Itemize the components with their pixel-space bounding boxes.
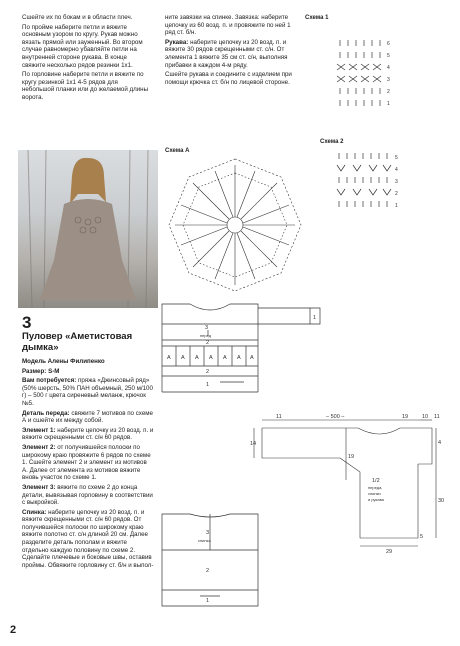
el2-text: от получившейся полоски по широкому краю провяжите 6 рядов по схеме 1. Сшейте элемент 2 и элемент из мотивов А. Далее от элемента из мотивов вяжите вновь участок по схеме 1. xyxy=(22,443,151,482)
scheme2-row-4 xyxy=(337,165,391,171)
back-label-3: 3 xyxy=(206,530,210,536)
row-number: 2 xyxy=(395,191,398,197)
dim-14: 14 xyxy=(250,441,257,447)
front-label-front: перед xyxy=(200,333,212,338)
dim-4: 4 xyxy=(438,440,442,446)
front-label-1: 1 xyxy=(206,382,210,388)
schemeA-label: Схема А xyxy=(165,148,190,154)
front-label: Деталь переда: xyxy=(22,409,70,417)
need-line xyxy=(22,377,154,407)
back-label-1: 1 xyxy=(206,598,210,604)
back-text: наберите цепочку из 20 возд. п. и вяжите скрещенными ст. с/н 60 рядов. От получившейся полоски по широкому краю вяжите полотно ст. с/н длиной 20 см. Далее разделите деталь пополам и вяжите отдельно каждую половину по схеме 2. Сделайте плечевые и боковые швы, оставив проймы. Обвяжите горловину ст. б/н и выпол- xyxy=(22,508,154,569)
paragraph: Сшейте их по бокам и в области плеч. xyxy=(22,14,133,21)
back-label: Спинка: xyxy=(22,508,47,516)
scheme1-row-4 xyxy=(337,64,381,70)
pattern-piece-diagram xyxy=(250,410,450,560)
need-label: Вам потребуется: xyxy=(22,377,77,385)
scheme1-row-1 xyxy=(340,100,380,106)
piece-label: спинки xyxy=(368,491,381,496)
front-text: свяжите 7 мотивов по схеме А и сшейте их между собой. xyxy=(22,409,153,425)
el1-text: наберите цепочку из 20 возд. п. и вяжите скрещенными ст. с/н 60 рядов. xyxy=(22,426,154,442)
page-number: 2 xyxy=(10,624,17,636)
pattern-number: 3 xyxy=(22,313,32,332)
el1-label: Элемент 1: xyxy=(22,426,56,434)
scheme2-label: Схема 2 xyxy=(320,139,344,145)
dim-5: 5 xyxy=(420,534,424,540)
scheme2-row-1 xyxy=(339,201,387,207)
el1-line xyxy=(22,427,154,442)
back-label-2: 2 xyxy=(206,568,210,574)
author: Модель Алены Филипенко xyxy=(22,358,105,365)
paragraph: Сшейте рукава и соедините с изделием при помощи крючка ст. б/н по лицевой стороне. xyxy=(165,71,292,86)
el2-label: Элемент 2: xyxy=(22,443,56,451)
row-number: 6 xyxy=(387,41,390,47)
scheme2-diagram xyxy=(335,148,405,218)
piece-label: переда, xyxy=(368,485,383,490)
scheme1-row-6 xyxy=(340,40,380,46)
row-number: 3 xyxy=(387,77,390,83)
model-photo xyxy=(18,150,158,308)
motif-a: A xyxy=(167,355,171,361)
motif-a: A xyxy=(250,355,254,361)
dim-30: 30 xyxy=(438,498,445,504)
front-label-3: 3 xyxy=(205,325,209,331)
size-line xyxy=(22,368,154,376)
model-photo-illustration xyxy=(18,150,158,308)
scheme1-diagram xyxy=(335,20,395,120)
col2-top-text xyxy=(165,14,295,88)
motif-a: A xyxy=(181,355,185,361)
scheme2-row-3 xyxy=(339,177,387,183)
motif-a: A xyxy=(237,355,241,361)
scheme1-row-5 xyxy=(340,52,380,58)
row-number: 4 xyxy=(387,65,390,71)
el3-text: вяжите по схеме 2 до конца детали, вывязывая горловину в соответствии с выкройкой. xyxy=(22,483,153,507)
row-number: 1 xyxy=(395,203,398,209)
col1-lower-text xyxy=(22,358,154,571)
size-label: Размер: xyxy=(22,367,47,375)
scheme1-row-3 xyxy=(337,76,381,82)
paragraph xyxy=(165,39,295,69)
dim-500: – 500 – xyxy=(326,414,345,420)
row-number: 4 xyxy=(395,167,398,173)
el3-label: Элемент 3: xyxy=(22,483,56,491)
row-number: 5 xyxy=(395,155,398,161)
scheme1-row-2 xyxy=(340,88,380,94)
front-label-2-lower: 2 xyxy=(206,369,210,375)
row-number: 1 xyxy=(387,101,390,107)
front-diagram xyxy=(160,302,325,394)
schemeA-motif xyxy=(165,155,305,295)
dim-19: 19 xyxy=(402,414,409,420)
back-label-back: спинка xyxy=(198,538,211,543)
col1-top-text xyxy=(22,14,150,104)
scheme2-row-2 xyxy=(337,189,391,195)
dim-10: 10 xyxy=(422,414,429,420)
piece-label: 1/2 xyxy=(372,478,380,484)
size-value: S-M xyxy=(48,367,60,375)
el2-line xyxy=(22,444,154,482)
el3-line xyxy=(22,484,154,507)
paragraph: ните завязки на спинке. Завязка: наберите цепочку из 60 возд. п. и провяжите по ней 1 ряд ст. б/н. xyxy=(165,14,291,37)
motif-a: A xyxy=(195,355,199,361)
piece-label: и рукава xyxy=(368,497,384,502)
sleeves-label: Рукава: xyxy=(165,38,189,46)
back-line xyxy=(22,509,154,570)
dim-11b: 11 xyxy=(434,414,440,420)
need-text: пряжа «Джинсовый ряд» (50% шерсть, 50% ПАН объемный, 250 м/100 г) – 500 г цвета сиреневый меланж, крючок №5. xyxy=(22,377,153,407)
scheme1-label: Схема 1 xyxy=(305,15,329,21)
row-number: 2 xyxy=(387,89,390,95)
sleeve-label-1: 1 xyxy=(313,315,317,321)
row-number: 3 xyxy=(395,179,398,185)
pattern-title: Пуловер «Аметистовая дымка» xyxy=(22,331,133,353)
scheme2-row-5 xyxy=(339,153,387,159)
motif-a: A xyxy=(209,355,213,361)
dim-11: 11 xyxy=(276,414,282,420)
sleeves-text: наберите цепочку из 20 возд. п. и вяжите 30 рядов скрещенными ст. с/н. От элемента 1 вяжите 35 см ст. с/н, выполняя прибавки в каждом 4-м ряду. xyxy=(165,38,288,69)
motif-a: A xyxy=(223,355,227,361)
paragraph: По горловине наберите петли и вяжите по кругу резинкой 1х1 4-5 рядов для небольшой планки или до желаемой длины ворота. xyxy=(22,71,149,101)
dim-29: 29 xyxy=(386,549,393,555)
row-number: 5 xyxy=(387,53,390,59)
back-diagram xyxy=(160,510,270,610)
paragraph: По пройме наберите петли и вяжите основным узором по кругу. Рукав можно вязать прямой или зауженный. Во втором случае равномерно убавляйте петли на внутренней стороне рукава. В конце свяжите несколько рядов резинки 1х1. xyxy=(22,23,143,69)
front-line xyxy=(22,410,154,425)
dim-19-vertical: 19 xyxy=(348,454,355,460)
front-label-2: 2 xyxy=(206,340,210,346)
